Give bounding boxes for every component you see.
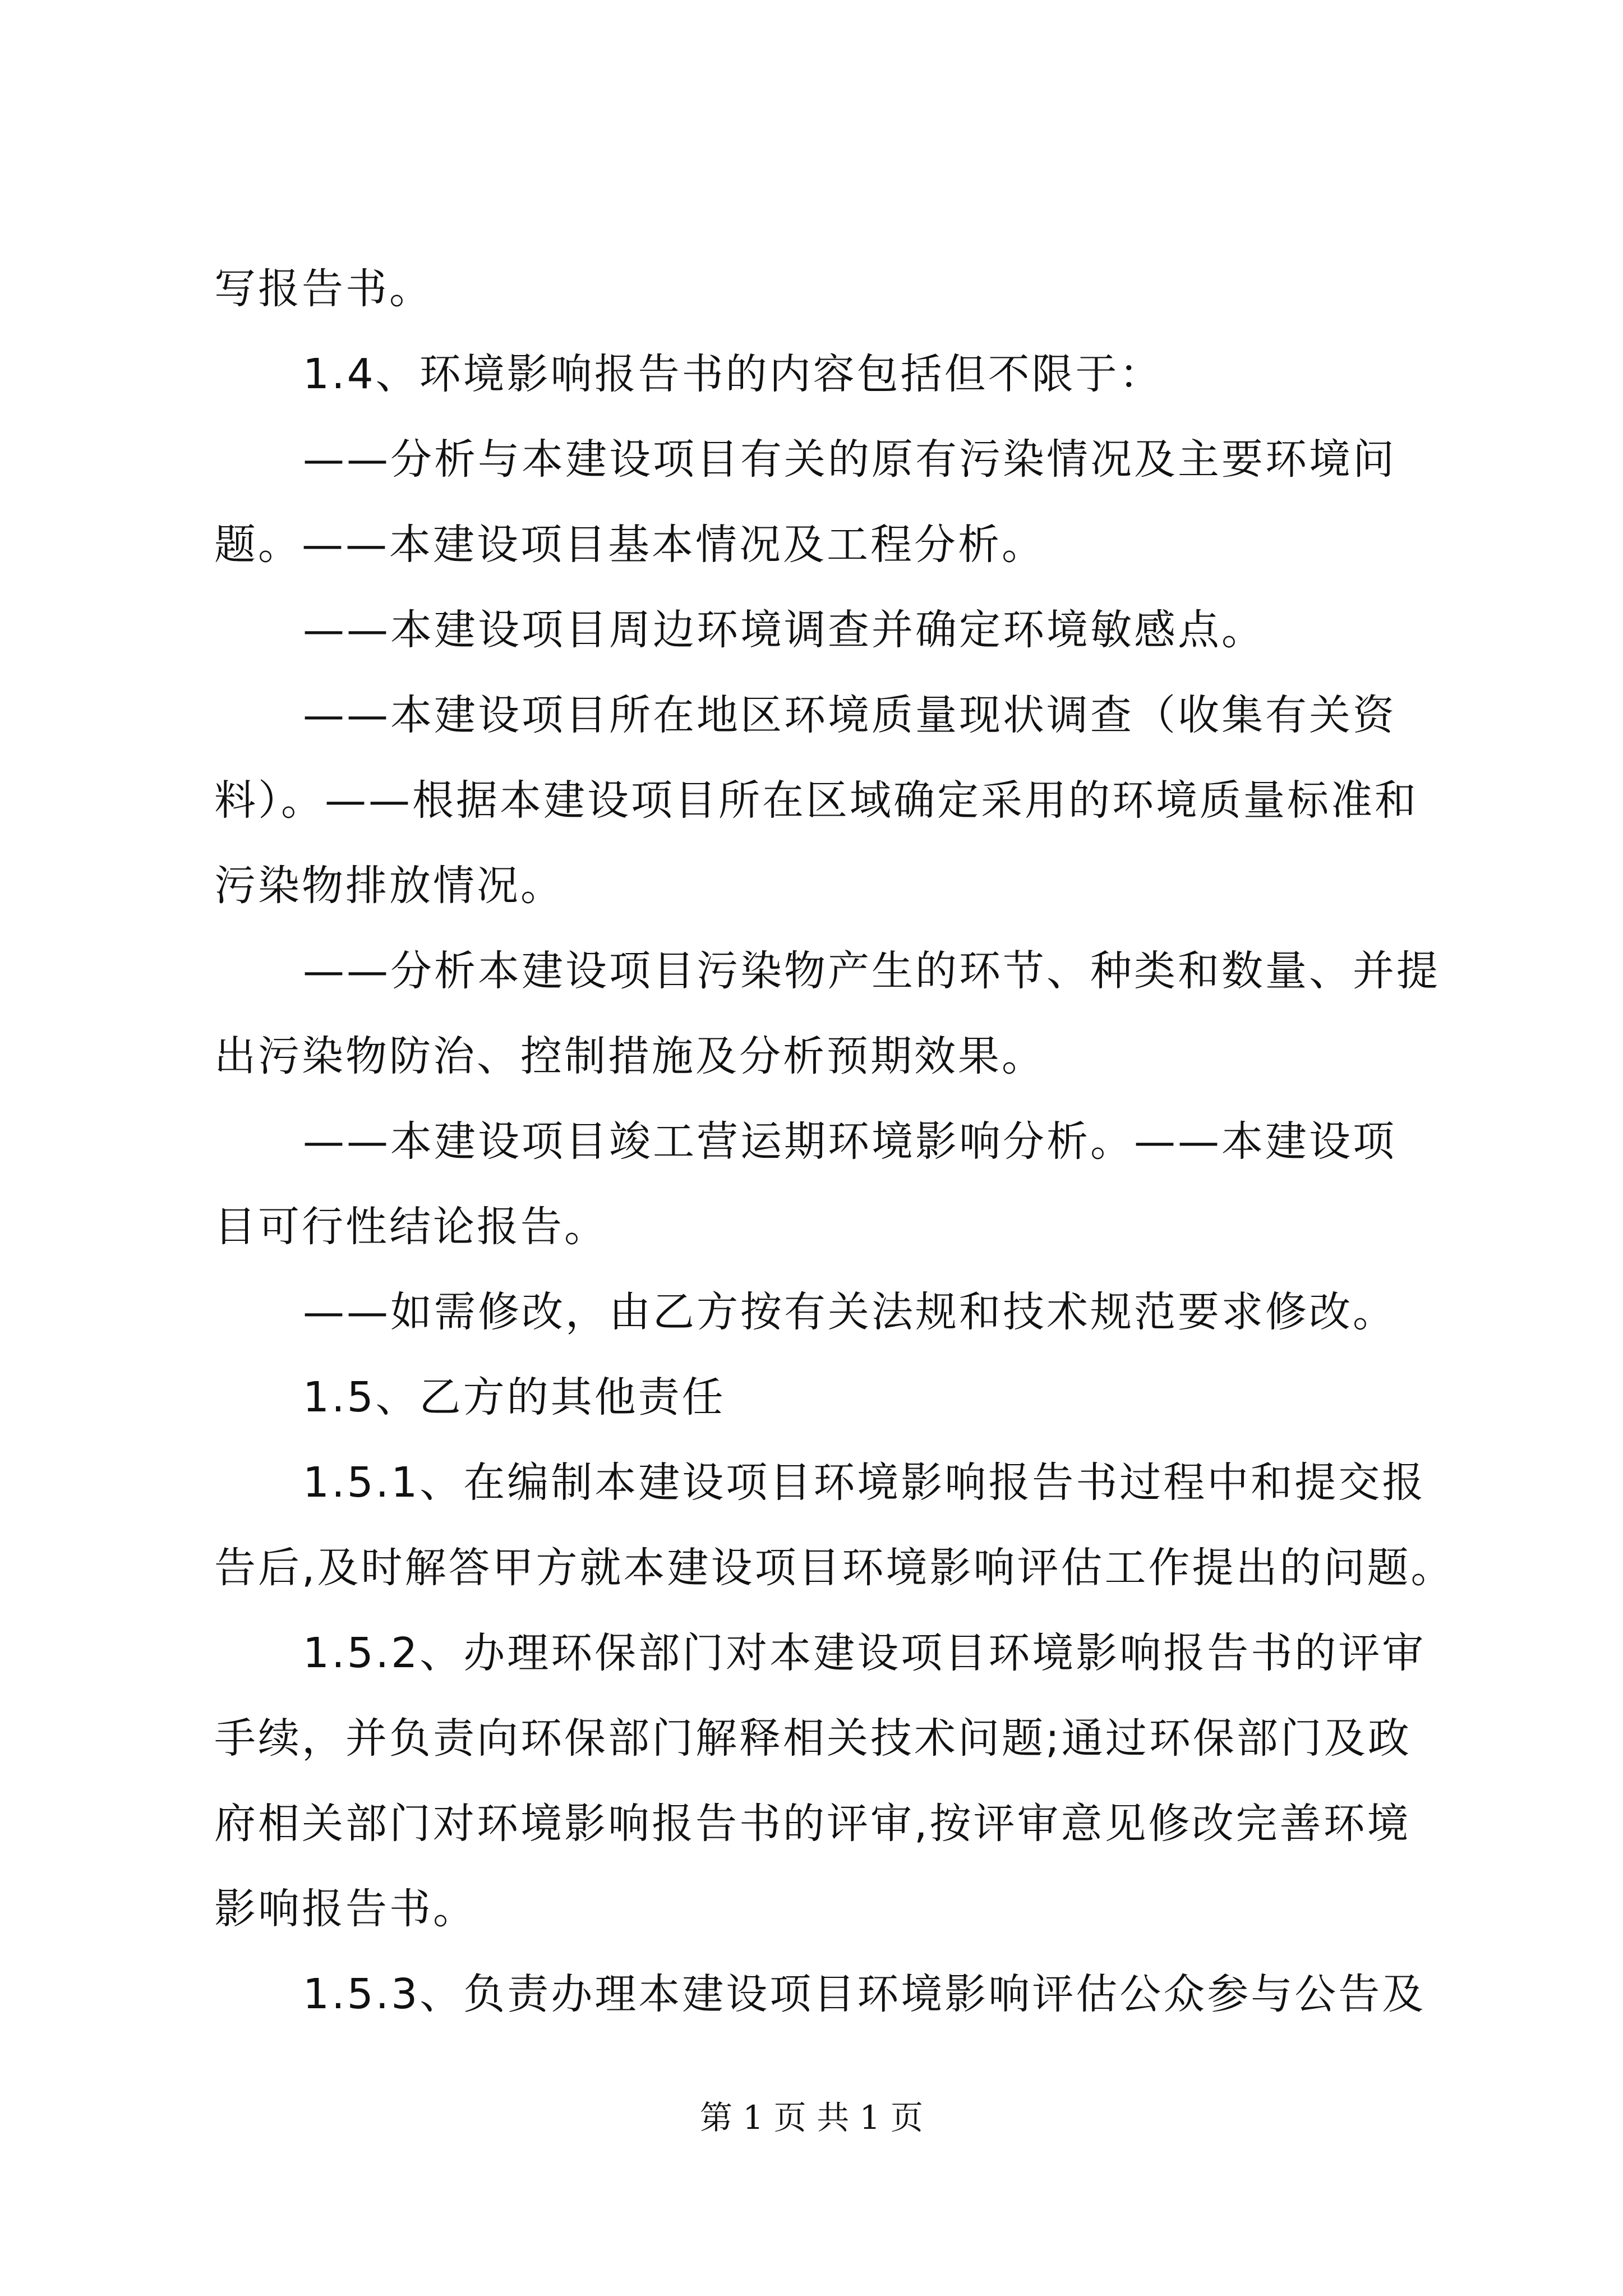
text-line-5: ——本建设项目周边环境调查并确定环境敏感点。: [303, 606, 1265, 654]
text-line-11: ——本建设项目竣工营运期环境影响分析。——本建设项: [303, 1117, 1396, 1166]
text-line-13: ——如需修改，由乙方按有关法规和技术规范要求修改。: [303, 1288, 1396, 1336]
text-line-4: 题。——本建设项目基本情况及工程分析。: [214, 521, 1045, 569]
text-line-7: 料）。——根据本建设项目所在区域确定采用的环境质量标准和: [214, 776, 1418, 825]
text-line-14: 1.5、乙方的其他责任: [303, 1373, 726, 1421]
text-line-17: 1.5.2、办理环保部门对本建设项目环境影响报告书的评审: [303, 1629, 1426, 1677]
text-line-2: 1.4、环境影响报告书的内容包括但不限于：: [303, 350, 1163, 398]
text-line-6: ——本建设项目所在地区环境质量现状调查（收集有关资: [303, 691, 1396, 739]
page-footer: 第 1 页 共 1 页: [700, 2099, 923, 2137]
text-line-20: 影响报告书。: [214, 1885, 477, 1933]
text-line-15: 1.5.1、在编制本建设项目环境影响报告书过程中和提交报: [303, 1458, 1426, 1507]
text-line-3: ——分析与本建设项目有关的原有污染情况及主要环境问: [303, 435, 1396, 484]
text-line-18: 手续，并负责向环保部门解释相关技术问题;通过环保部门及政: [214, 1714, 1412, 1763]
text-line-1: 写报告书。: [214, 265, 433, 313]
text-line-21: 1.5.3、负责办理本建设项目环境影响评估公众参与公告及: [303, 1970, 1426, 2018]
text-line-8: 污染物排放情况。: [214, 862, 564, 910]
text-line-12: 目可行性结论报告。: [214, 1203, 608, 1251]
text-line-9: ——分析本建设项目污染物产生的环节、种类和数量、并提: [303, 947, 1440, 995]
text-line-19: 府相关部门对环境影响报告书的评审,按评审意见修改完善环境: [214, 1800, 1411, 1848]
text-line-16: 告后,及时解答甲方就本建设项目环境影响评估工作提出的问题。: [214, 1544, 1455, 1592]
text-line-10: 出污染物防治、控制措施及分析预期效果。: [214, 1032, 1045, 1080]
